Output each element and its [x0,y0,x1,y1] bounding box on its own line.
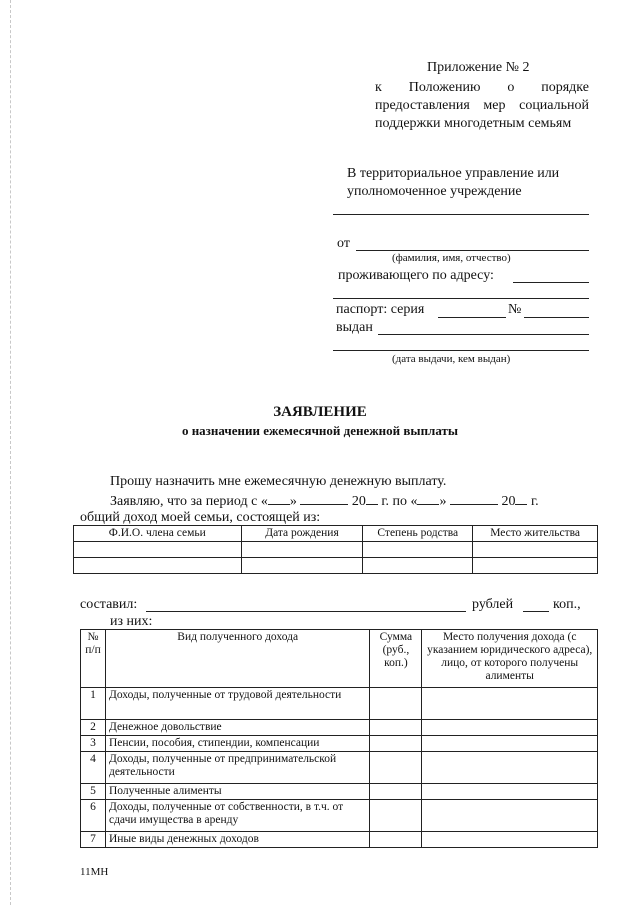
family-cell[interactable] [473,558,598,574]
income-amount-cell[interactable] [370,688,422,720]
income-row-type: Пенсии, пособия, стипендии, компенсации [105,736,369,752]
appendix-word-3: о [507,80,515,95]
period-text-f: 20 [501,494,516,509]
form-code: 11МН [80,866,109,878]
family-col-relation: Степень родства [363,526,473,542]
income-amount-cell[interactable] [370,736,422,752]
issued-field[interactable] [378,334,589,335]
income-source-cell[interactable] [422,752,598,784]
period-to-day-field[interactable] [417,492,439,505]
income-row-type: Доходы, полученные от предпринимательской деятельности [105,752,369,784]
income-source-cell[interactable] [422,800,598,832]
period-from-day-field[interactable] [268,492,290,505]
total-label: составил: [80,597,138,612]
income-row [81,800,598,832]
income-row [81,752,598,784]
income-row-number: 4 [81,752,106,784]
appendix-line-1: Приложение № 2 [427,60,530,75]
from-label: от [337,236,350,251]
period-to-month-field[interactable] [450,492,498,505]
passport-number-label: № [508,302,522,317]
of-them-label: из них: [110,614,153,629]
family-cell[interactable] [473,542,598,558]
income-amount-cell[interactable] [370,832,422,848]
income-amount-cell[interactable] [370,784,422,800]
appendix-word-1: к [375,80,382,95]
appendix-word-4: порядке [541,80,589,95]
document-title: ЗАЯВЛЕНИЕ [273,404,367,420]
family-col-fio: Ф.И.О. члена семьи [74,526,242,542]
family-table-header [74,526,598,542]
income-row-type: Иные виды денежных доходов [105,832,369,848]
income-source-cell[interactable] [422,736,598,752]
address-field-line-2[interactable] [333,298,589,299]
appendix-word-2: Положению [408,80,481,95]
income-source-cell[interactable] [422,688,598,720]
passport-series-field[interactable] [438,317,506,318]
income-row [81,720,598,736]
income-row-type: Полученные алименты [105,784,369,800]
passport-number-field[interactable] [524,317,589,318]
family-col-birthdate: Дата рождения [241,526,363,542]
income-source-cell[interactable] [422,784,598,800]
addressee-line-1: В территориальное управление или [347,166,560,181]
family-cell[interactable] [363,558,473,574]
appendix-line-4: поддержки многодетным семьям [375,116,572,131]
income-row-type: Денежное довольствие [105,720,369,736]
total-rubles-field[interactable] [146,611,466,612]
period-text-c: 20 [351,494,366,509]
income-row-number: 6 [81,800,106,832]
family-cell[interactable] [74,542,242,558]
income-source-cell[interactable] [422,720,598,736]
addressee-blank-line[interactable] [333,214,589,215]
family-cell[interactable] [363,542,473,558]
income-table-header [81,630,598,688]
period-from-month-field[interactable] [300,492,348,505]
family-cell[interactable] [74,558,242,574]
family-cell[interactable] [241,558,363,574]
rubles-label: рублей [472,597,514,612]
family-cell[interactable] [241,542,363,558]
period-text-a: Заявляю, что за период с « [110,494,268,509]
period-to-year-field[interactable] [515,492,527,505]
page-edge [10,0,11,905]
family-table-row [74,542,598,558]
income-row [81,832,598,848]
income-row [81,688,598,720]
income-col-type: Вид полученного дохода [105,630,369,688]
passport-series-label: паспорт: серия [336,302,425,317]
income-row-type: Доходы, полученные от собственности, в т.ч. от сдачи имущества в аренду [105,800,369,832]
appendix-line-2 [375,80,589,96]
fio-field[interactable] [356,250,589,251]
issued-field-line-2[interactable] [333,350,589,351]
family-table [73,525,598,574]
request-line: Прошу назначить мне ежемесячную денежную выплату. [110,474,447,489]
family-table-row [74,558,598,574]
income-row-number: 1 [81,688,106,720]
period-text-d: г. по « [381,494,418,509]
issued-hint: (дата выдачи, кем выдан) [392,353,511,365]
family-intro-line: общий доход моей семьи, состоящей из: [80,510,321,525]
income-amount-cell[interactable] [370,800,422,832]
address-label: проживающего по адресу: [338,268,494,283]
addressee-line-2: уполномоченное учреждение [347,184,522,199]
income-table [80,629,598,848]
period-from-year-field[interactable] [366,492,378,505]
period-line [110,492,539,510]
income-col-amount: Сумма (руб., коп.) [370,630,422,688]
income-col-number: № п/п [81,630,106,688]
income-amount-cell[interactable] [370,720,422,736]
income-row-number: 5 [81,784,106,800]
income-row-number: 3 [81,736,106,752]
income-row-number: 2 [81,720,106,736]
appendix-line-3: предоставления мер социальной [375,98,589,113]
issued-label: выдан [336,320,373,335]
total-kopecks-field[interactable] [523,611,549,612]
period-text-g: г. [530,494,539,509]
income-amount-cell[interactable] [370,752,422,784]
document-subtitle: о назначении ежемесячной денежной выплаты [181,423,459,438]
period-text-e: » [439,494,447,509]
income-row [81,736,598,752]
period-text-b: » [289,494,297,509]
family-col-residence: Место жительства [473,526,598,542]
income-row [81,784,598,800]
income-row-number: 7 [81,832,106,848]
income-source-cell[interactable] [422,832,598,848]
income-row-type: Доходы, полученные от трудовой деятельности [105,688,369,720]
address-field[interactable] [513,282,589,283]
income-col-source: Место получения дохода (с указанием юридического адреса), лицо, от которого получены алименты [422,630,598,688]
fio-hint: (фамилия, имя, отчество) [392,252,511,264]
kopecks-label: коп., [553,597,581,612]
